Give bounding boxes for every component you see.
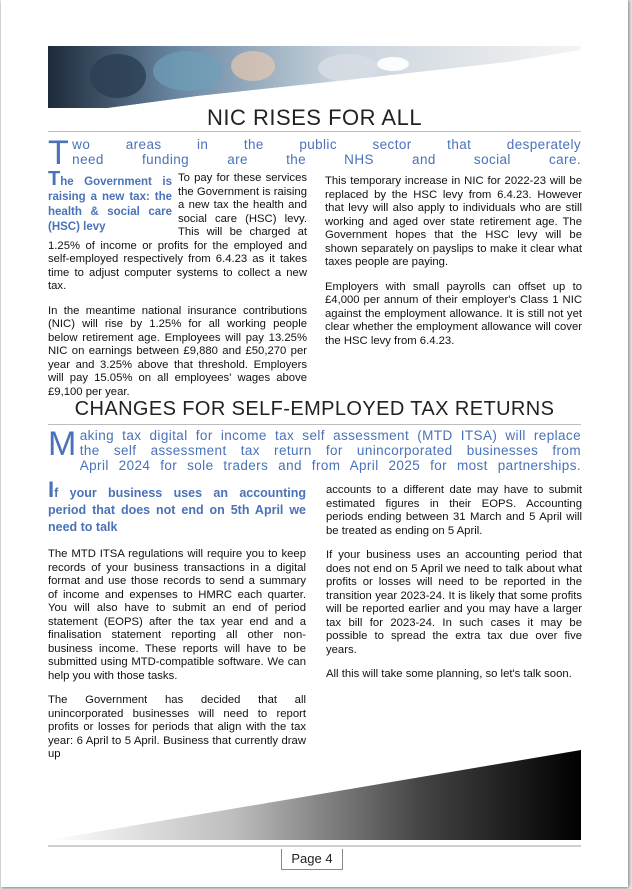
section2-lead-dropcap: M [48,425,77,463]
section1-left-paragraph-1: To pay for these services the Government is raising a new tax the health and social care (HSC) levy. This will be charged at 1.25% of income or profits for the employed and self-employed respectively from 6.4.23 as it takes time to adjust computer systems to collect a new tax. [48,172,307,292]
section1-right-paragraph-1: This temporary increase in NIC for 2022-23 will be replaced by the HSC levy from 6.4.23. However that levy will also apply to individuals who are still working and aged over state retirement age. The Government hopes that the HSC levy will be shown separately on payslips to make it clear what taxes people are paying. [325,175,582,268]
section2-left-paragraph-1: The MTD ITSA regulations will require you to keep records of your business transactions in a digital format and use those records to send a summary of income and expenses to HMRC each quarter. You will also have to submit an end of period statement (EOPS) after the tax year end and a finalisation statement reporting all other non-business income. These reports will have to be submitted using MTD-compatible software. We can help you with those tasks. [48,548,306,682]
section1-lead-line1: wo areas in the public sector that desperately [72,137,581,152]
footer-gradient-graphic [48,750,581,840]
section2-lead-line1: aking tax digital for income tax self assessment (MTD ITSA) will replace [79,428,581,443]
section2-pull-text: f your business uses an accounting period that does not end on 5th April we need to talk [48,486,306,534]
section1-pull-quote [48,168,172,235]
page [1,0,628,887]
section2-left-paragraph-2: The Government has decided that all unincorporated businesses will need to report profits or losses for periods that align with the tax year: 6 April to 5 April. Business that currently draw up [48,694,306,760]
section2-title-rule [48,424,581,425]
section2-lead [48,425,581,473]
section1-pull-text: he Government is raising a new tax: the health & social care (HSC) levy [48,176,172,233]
section2-right-paragraph-3: All this will take some planning, so let's talk soon. [326,668,572,680]
section2-right-paragraph-2: If your business uses an accounting period that does not end on 5 April we need to talk about what profits or losses will need to be reported in the transition year 2023-24. It is likely that some profits will be reported earlier and you may have a larger tax bill for 2023-24. In such cases it may be possible to spread the extra tax due over five years. [326,549,582,656]
section2-right-column [326,484,582,693]
section1-right-column [325,175,582,359]
section1-right-paragraph-2: Employers with small payrolls can offset up to £4,000 per annum of their employer's Class 1 NIC against the employment allowance. It is still not yet clear whether the employment allowance will cover the HSC levy from 6.4.23. [325,280,582,347]
section2-pull-quote [48,477,306,536]
section1-left-column [48,168,307,410]
footer-rule [48,845,581,847]
section1-pull-cap: T [48,168,61,190]
section1-left-paragraph-2: In the meantime national insurance contributions (NIC) will rise by 1.25% for all working people below retirement age. Employees will pay 13.25% NIC on earnings between £9,880 and £50,270 per year and 3.25% above that threshold. Employers will pay 15.05% on all employees' wages above £9,100 per year. [48,304,307,398]
section2-right-paragraph-1: accounts to a different date may have to submit estimated figures in their EOPS. Accounting periods ending between 31 March and 5 April will be treated as ending on 5 April. [326,484,582,537]
section1-lead [48,134,581,172]
section2-title: CHANGES FOR SELF-EMPLOYED TAX RETURNS [74,398,555,420]
section1-lead-dropcap: T [48,134,70,172]
section2-lead-line3: April 2024 for sole traders and from April 2025 for most partnerships. [79,458,581,473]
header-banner-image [48,46,581,108]
section2-lead-line2: the self assessment tax return for unincorporated businesses from [79,443,581,458]
section1-title: NIC RISES FOR ALL [206,105,423,130]
section2-left-column [48,477,306,773]
section2-pull-cap: I [48,477,55,502]
section1-title-rule [48,131,581,132]
section1-lead-line2: need funding are the NHS and social care. [72,152,581,167]
page-number: Page 4 [281,849,343,870]
